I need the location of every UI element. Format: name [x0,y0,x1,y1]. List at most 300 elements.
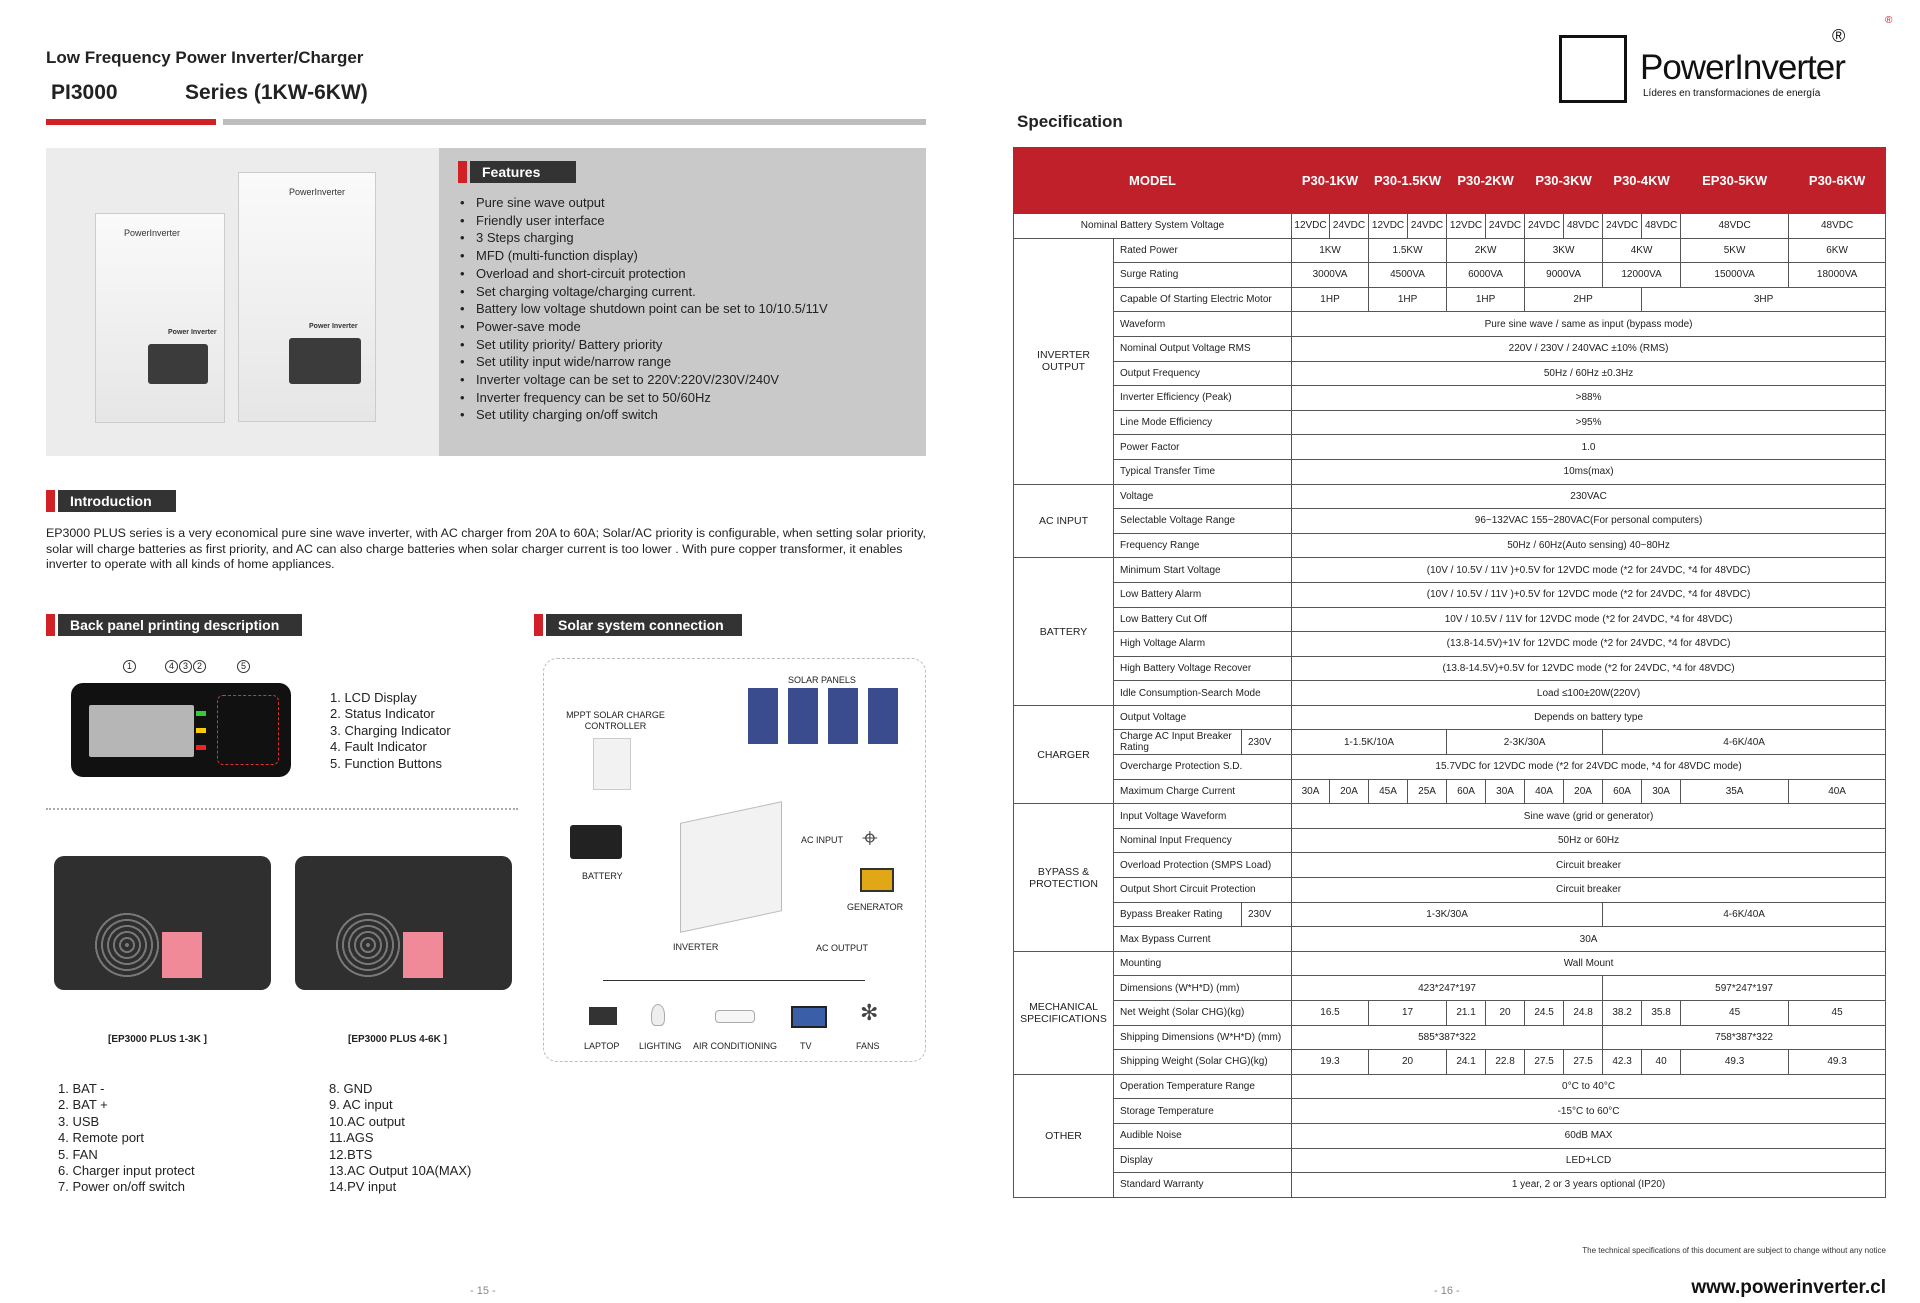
table-cell: 10ms(max) [1292,459,1886,484]
table-row [1014,1148,1886,1173]
model-6kw: P30-6KW [1789,148,1886,214]
logo-text: PowerInverter [1640,48,1845,87]
row-label: Overload Protection (SMPS Load) [1114,853,1292,878]
solar-heading: Solar system connection [546,614,742,636]
terminal-item: 12.BTS [329,1146,373,1162]
back-panel-heading: Back panel printing description [58,614,302,636]
table-cell: 9000VA [1525,263,1603,288]
inverter-photo-small [95,213,225,423]
table-cell: 3KW [1525,238,1603,263]
table-row [1014,705,1886,730]
table-cell: 35.8 [1642,1001,1681,1026]
table-cell: 423*247*197 [1292,976,1603,1001]
intro-heading: Introduction [58,490,176,512]
table-cell: 30A [1292,927,1886,952]
inverter-unit [680,801,782,933]
table-cell: 12VDC [1292,214,1330,239]
table-cell: 40A [1525,779,1564,804]
logo-tagline: Líderes en transformaciones de energía [1643,88,1821,99]
terminal-item: 11.AGS [329,1130,374,1146]
table-cell: 60A [1447,779,1486,804]
table-cell: 42.3 [1603,1050,1642,1075]
table-cell: 15000VA [1681,263,1789,288]
table-cell: 1.0 [1292,435,1886,460]
callout-5: 5 [237,660,250,673]
table-cell: (13.8-14.5V)+1V for 12VDC mode (*2 for 24VDC, *4 for 48VDC) [1292,632,1886,657]
table-row [1014,607,1886,632]
terminals-list-b [329,1081,529,1196]
table-row [1014,681,1886,706]
table-cell: Circuit breaker [1292,853,1886,878]
table-row [1014,361,1886,386]
terminal-item: 7. Power on/off switch [58,1179,185,1195]
table-cell: 24VDC [1486,214,1525,239]
table-cell: 1-1.5K/10A [1292,730,1447,755]
row-label: Nominal Input Frequency [1114,828,1292,853]
row-label: Maximum Charge Current [1114,779,1292,804]
table-cell: 49.3 [1681,1050,1789,1075]
title-red-rule [46,119,216,125]
group-bypass: BYPASS & PROTECTION [1014,804,1114,952]
table-cell: 6KW [1789,238,1886,263]
row-label: Rated Power [1114,238,1292,263]
laptop-icon [589,1007,617,1025]
table-row [1014,459,1886,484]
inverter-lcd-large [289,338,361,384]
solar-panels-label: SOLAR PANELS [788,675,856,685]
table-cell: 30A [1292,779,1330,804]
row-label: Shipping Weight (Solar CHG)(kg) [1114,1050,1292,1075]
row-label: Output Voltage [1114,705,1292,730]
row-label: Typical Transfer Time [1114,459,1292,484]
fan-grille [92,910,162,980]
table-row [1014,1099,1886,1124]
terminal-item: 2. BAT + [58,1097,108,1113]
row-label: Display [1114,1148,1292,1173]
row-label: Mounting [1114,951,1292,976]
table-cell: 21.1 [1447,1001,1486,1026]
row-label: Surge Rating [1114,263,1292,288]
row-label: Input Voltage Waveform [1114,804,1292,829]
ac-input-label: AC INPUT [801,835,844,845]
nbsv-label: Nominal Battery System Voltage [1014,214,1292,239]
table-cell: 6000VA [1447,263,1525,288]
table-cell: 1HP [1447,287,1525,312]
table-cell: 4KW [1603,238,1681,263]
terminal-item: 6. Charger input protect [58,1163,195,1179]
row-label: High Voltage Alarm [1114,632,1292,657]
row-label: Storage Temperature [1114,1099,1292,1124]
table-cell: 3HP [1642,287,1886,312]
group-ac-input: AC INPUT [1014,484,1114,558]
table-cell: 24.8 [1564,1001,1603,1026]
table-cell: (13.8-14.5V)+0.5V for 12VDC mode (*2 for 24VDC, *4 for 48VDC) [1292,656,1886,681]
ac-terminal [162,932,202,978]
row-label: Audible Noise [1114,1123,1292,1148]
table-row [1014,214,1886,239]
table-cell: 24VDC [1408,214,1447,239]
row-label: Waveform [1114,312,1292,337]
table-cell: (10V / 10.5V / 11V )+0.5V for 12VDC mode (*2 for 24VDC, *4 for 48VDC) [1292,582,1886,607]
terminal-item: 10.AC output [329,1113,405,1129]
table-cell: 230V [1242,730,1292,755]
row-label: Max Bypass Current [1114,927,1292,952]
feature-item: • Set charging voltage/charging current. [458,283,918,301]
load-label-fans: FANS [856,1041,880,1051]
row-label: High Battery Voltage Recover [1114,656,1292,681]
load-label-laptop: LAPTOP [584,1041,620,1051]
load-label-tv: TV [800,1041,812,1051]
panel-item: 5. Function Buttons [330,755,443,771]
table-cell: 597*247*197 [1603,976,1886,1001]
table-cell: 27.5 [1525,1050,1564,1075]
terminal-item: 3. USB [58,1113,100,1129]
series-name: Series (1KW-6KW) [185,81,368,104]
caption-4-6k: [EP3000 PLUS 4-6K ] [348,1034,447,1045]
table-row [1014,1050,1886,1075]
website-link[interactable]: www.powerinverter.cl [1691,1277,1886,1298]
row-label: Frequency Range [1114,533,1292,558]
group-battery: BATTERY [1014,558,1114,706]
table-cell: 16.5 [1292,1001,1369,1026]
table-cell: 24.5 [1525,1001,1564,1026]
model-1-5kw: P30-1.5KW [1369,148,1447,214]
table-row [1014,779,1886,804]
ac-terminal [403,932,443,978]
feature-item: • Set utility charging on/off switch [458,406,918,424]
group-mechanical: MECHANICAL SPECIFICATIONS [1014,951,1114,1074]
table-cell: 96~132VAC 155~280VAC(For personal computers) [1292,509,1886,534]
table-cell: 4-6K/40A [1603,730,1886,755]
feature-item: • MFD (multi-function display) [458,247,918,265]
table-row [1014,287,1886,312]
table-cell: 1HP [1369,287,1447,312]
table-cell: 45 [1789,1001,1886,1026]
table-cell: 5KW [1681,238,1789,263]
row-label: Low Battery Cut Off [1114,607,1292,632]
feature-item: • 3 Steps charging [458,229,918,247]
aircon-icon [715,1010,755,1023]
row-label: Net Weight (Solar CHG)(kg) [1114,1001,1292,1026]
row-label: Charge AC Input Breaker Rating [1114,730,1242,755]
table-cell: 758*387*322 [1603,1025,1886,1050]
table-row [1014,828,1886,853]
back-panel-4-6k [295,856,512,990]
right-page-number: - 16 - [1434,1285,1460,1297]
feature-item: • Power-save mode [458,318,918,336]
inverter-label-small: Power Inverter [168,329,217,336]
table-cell: 17 [1369,1001,1447,1026]
dotted-divider [46,808,518,810]
table-cell: Sine wave (grid or generator) [1292,804,1886,829]
terminal-item: 5. FAN [58,1146,98,1162]
table-row [1014,976,1886,1001]
table-cell: >95% [1292,410,1886,435]
feature-item: • Battery low voltage shutdown point can be set to 10/10.5/11V [458,300,918,318]
model-5kw: EP30-5KW [1681,148,1789,214]
table-cell: 48VDC [1564,214,1603,239]
row-label: Overcharge Protection S.D. [1114,755,1292,780]
table-cell: Wall Mount [1292,951,1886,976]
row-label: Shipping Dimensions (W*H*D) (mm) [1114,1025,1292,1050]
doc-title: Low Frequency Power Inverter/Charger [46,48,364,67]
fan-grille [333,910,403,980]
header-row [1014,148,1886,214]
model-header: MODEL [1014,148,1292,214]
table-cell: 60A [1603,779,1642,804]
terminal-item: 1. BAT - [58,1081,105,1096]
terminals-list-a [58,1081,258,1196]
table-row [1014,927,1886,952]
inverter-lcd-small [148,344,208,384]
function-buttons [217,695,279,765]
inverter-brand-small: PowerInverter [124,228,181,238]
row-label: Selectable Voltage Range [1114,509,1292,534]
panel-item: 2. Status Indicator [330,706,435,722]
table-cell: >88% [1292,386,1886,411]
table-cell: 60dB MAX [1292,1123,1886,1148]
tv-icon [791,1006,827,1028]
table-row [1014,1123,1886,1148]
table-cell: 19.3 [1292,1050,1369,1075]
generator [860,868,894,892]
table-cell: 48VDC [1681,214,1789,239]
table-cell: 1HP [1292,287,1369,312]
table-cell: 20A [1330,779,1369,804]
table-cell: 220V / 230V / 240VAC ±10% (RMS) [1292,336,1886,361]
table-cell: 1 year, 2 or 3 years optional (IP20) [1292,1173,1886,1198]
table-cell: 24VDC [1330,214,1369,239]
mppt-controller [593,738,631,790]
row-label: Inverter Efficiency (Peak) [1114,386,1292,411]
terminal-item: 8. GND [329,1081,373,1096]
series-code: PI3000 [51,81,118,104]
table-cell: 2KW [1447,238,1525,263]
table-cell: 12000VA [1603,263,1681,288]
inverter-brand-large: PowerInverter [289,187,346,197]
panel-item: 4. Fault Indicator [330,739,427,755]
table-cell: 50Hz / 60Hz ±0.3Hz [1292,361,1886,386]
table-cell: 2-3K/30A [1447,730,1603,755]
row-label: Low Battery Alarm [1114,582,1292,607]
table-row [1014,730,1886,755]
table-row [1014,902,1886,927]
callout-2: 2 [193,660,206,673]
feature-item: • Set utility priority/ Battery priority [458,336,918,354]
fan-icon: ✻ [860,1000,879,1025]
table-row [1014,336,1886,361]
battery [570,825,622,859]
status-leds [196,711,210,751]
table-row [1014,853,1886,878]
table-cell: 20A [1564,779,1603,804]
callout-1: 1 [123,660,136,673]
table-cell: 10V / 10.5V / 11V for 12VDC mode (*2 for 24VDC, *4 for 48VDC) [1292,607,1886,632]
table-cell: 12VDC [1447,214,1486,239]
left-page-number: - 15 - [470,1285,496,1297]
inverter-label-large: Power Inverter [309,323,358,330]
table-row [1014,878,1886,903]
features-heading: Features [470,161,576,183]
terminal-item: 9. AC input [329,1097,393,1113]
back-panel-1-3k [54,856,271,990]
table-cell: 4500VA [1369,263,1447,288]
table-cell: 15.7VDC for 12VDC mode (*2 for 24VDC mode, *4 for 48VDC mode) [1292,755,1886,780]
bulb-icon [651,1004,665,1026]
table-cell: 50Hz / 60Hz(Auto sensing) 40~80Hz [1292,533,1886,558]
row-label: Capable Of Starting Electric Motor [1114,287,1292,312]
model-3kw: P30-3KW [1525,148,1603,214]
table-cell: 45A [1369,779,1408,804]
table-row [1014,804,1886,829]
table-cell: Pure sine wave / same as input (bypass mode) [1292,312,1886,337]
inverter-photo-large [238,172,376,422]
row-label: Operation Temperature Range [1114,1074,1292,1099]
terminal-item: 14.PV input [329,1179,397,1195]
row-label: Bypass Breaker Rating [1114,902,1242,927]
table-row [1014,484,1886,509]
registered-mark-corner: ® [1885,15,1893,26]
table-row [1014,951,1886,976]
feature-item: • Pure sine wave output [458,194,918,212]
table-cell: 45 [1681,1001,1789,1026]
table-row [1014,410,1886,435]
table-cell: 48VDC [1789,214,1886,239]
table-cell: 49.3 [1789,1050,1886,1075]
table-cell: (10V / 10.5V / 11V )+0.5V for 12VDC mode (*2 for 24VDC, *4 for 48VDC) [1292,558,1886,583]
table-cell: 18000VA [1789,263,1886,288]
load-bus-line [603,980,865,981]
table-cell: 4-6K/40A [1603,902,1886,927]
table-cell: 38.2 [1603,1001,1642,1026]
registered-mark: ® [1832,26,1846,46]
table-cell: Depends on battery type [1292,705,1886,730]
spec-title: Specification [1017,112,1123,131]
table-cell: 50Hz or 60Hz [1292,828,1886,853]
row-label: Idle Consumption-Search Mode [1114,681,1292,706]
table-row [1014,509,1886,534]
table-row [1014,1001,1886,1026]
table-cell: 0°C to 40°C [1292,1074,1886,1099]
group-charger: CHARGER [1014,705,1114,803]
table-cell: 24VDC [1603,214,1642,239]
table-cell: 22.8 [1486,1050,1525,1075]
row-label: Nominal Output Voltage RMS [1114,336,1292,361]
table-cell: 230V [1242,902,1292,927]
table-cell: 40 [1642,1050,1681,1075]
table-cell: 35A [1681,779,1789,804]
feature-item: • Inverter frequency can be set to 50/60Hz [458,389,918,407]
table-row [1014,435,1886,460]
table-cell: 585*387*322 [1292,1025,1603,1050]
load-label-lighting: LIGHTING [639,1041,682,1051]
panel-items-list [330,690,480,772]
row-label: Output Short Circuit Protection [1114,878,1292,903]
lcd-panel-illustration [71,683,291,777]
inverter-label: INVERTER [673,942,719,952]
table-row [1014,755,1886,780]
table-row [1014,582,1886,607]
table-cell: 27.5 [1564,1050,1603,1075]
table-row [1014,1173,1886,1198]
title-grey-rule [223,119,926,125]
table-cell: 30A [1642,779,1681,804]
table-cell: 1.5KW [1369,238,1447,263]
feature-item: • Overload and short-circuit protection [458,265,918,283]
row-label: Dimensions (W*H*D) (mm) [1114,976,1292,1001]
table-row [1014,632,1886,657]
table-cell: 2HP [1525,287,1642,312]
model-2kw: P30-2KW [1447,148,1525,214]
table-row [1014,558,1886,583]
table-cell: 30A [1486,779,1525,804]
spec-table [1013,147,1886,1198]
row-label: Power Factor [1114,435,1292,460]
row-label: Output Frequency [1114,361,1292,386]
generator-label: GENERATOR [847,902,904,912]
table-cell: 230VAC [1292,484,1886,509]
table-cell: 25A [1408,779,1447,804]
table-cell: 20 [1486,1001,1525,1026]
battery-label: BATTERY [582,871,623,881]
feature-item: • Friendly user interface [458,212,918,230]
table-cell: 12VDC [1369,214,1408,239]
panel-item: 3. Charging Indicator [330,722,451,738]
logo-mark [1559,35,1627,103]
callout-4: 4 [165,660,178,673]
table-row [1014,386,1886,411]
table-cell: 24.1 [1447,1050,1486,1075]
table-cell: Circuit breaker [1292,878,1886,903]
table-cell: LED+LCD [1292,1148,1886,1173]
spec-footnote: The technical specifications of this document are subject to change without any notice [1582,1246,1886,1255]
solar-panels [748,688,903,744]
lcd-callouts [123,660,263,676]
table-cell: 20 [1369,1050,1447,1075]
intro-text: EP3000 PLUS series is a very economical pure sine wave inverter, with AC charger from 20A to 60A; Solar/AC priority is configurable, when setting solar priority, solar will charge batteries as first priority, and AC can also charge batteries when solar charger current is too lower . With pure copper transformer, it enables inverter to operate with all kinds of home appliances. [46,526,926,571]
model-4kw: P30-4KW [1603,148,1681,214]
table-row [1014,263,1886,288]
features-list [458,194,918,424]
row-label: Voltage [1114,484,1292,509]
terminal-item: 4. Remote port [58,1130,144,1146]
lcd-screen [89,705,194,757]
table-row [1014,312,1886,337]
table-cell: Load ≤100±20W(220V) [1292,681,1886,706]
table-row [1014,533,1886,558]
ac-output-label: AC OUTPUT [816,943,869,953]
mppt-label: MPPT SOLAR CHARGE CONTROLLER [566,710,665,731]
table-cell: 24VDC [1525,214,1564,239]
callout-3: 3 [179,660,192,673]
table-row [1014,656,1886,681]
table-row [1014,1074,1886,1099]
feature-item: • Set utility input wide/narrow range [458,353,918,371]
table-cell: 3000VA [1292,263,1369,288]
panel-item: 1. LCD Display [330,690,417,705]
table-row [1014,238,1886,263]
row-label: Standard Warranty [1114,1173,1292,1198]
table-cell: 40A [1789,779,1886,804]
group-inverter-output: INVERTER OUTPUT [1014,238,1114,484]
row-label: Line Mode Efficiency [1114,410,1292,435]
table-row [1014,1025,1886,1050]
table-cell: 1KW [1292,238,1369,263]
table-cell: 1-3K/30A [1292,902,1603,927]
terminal-item: 13.AC Output 10A(MAX) [329,1163,472,1179]
caption-1-3k: [EP3000 PLUS 1-3K ] [108,1034,207,1045]
group-other: OTHER [1014,1074,1114,1197]
